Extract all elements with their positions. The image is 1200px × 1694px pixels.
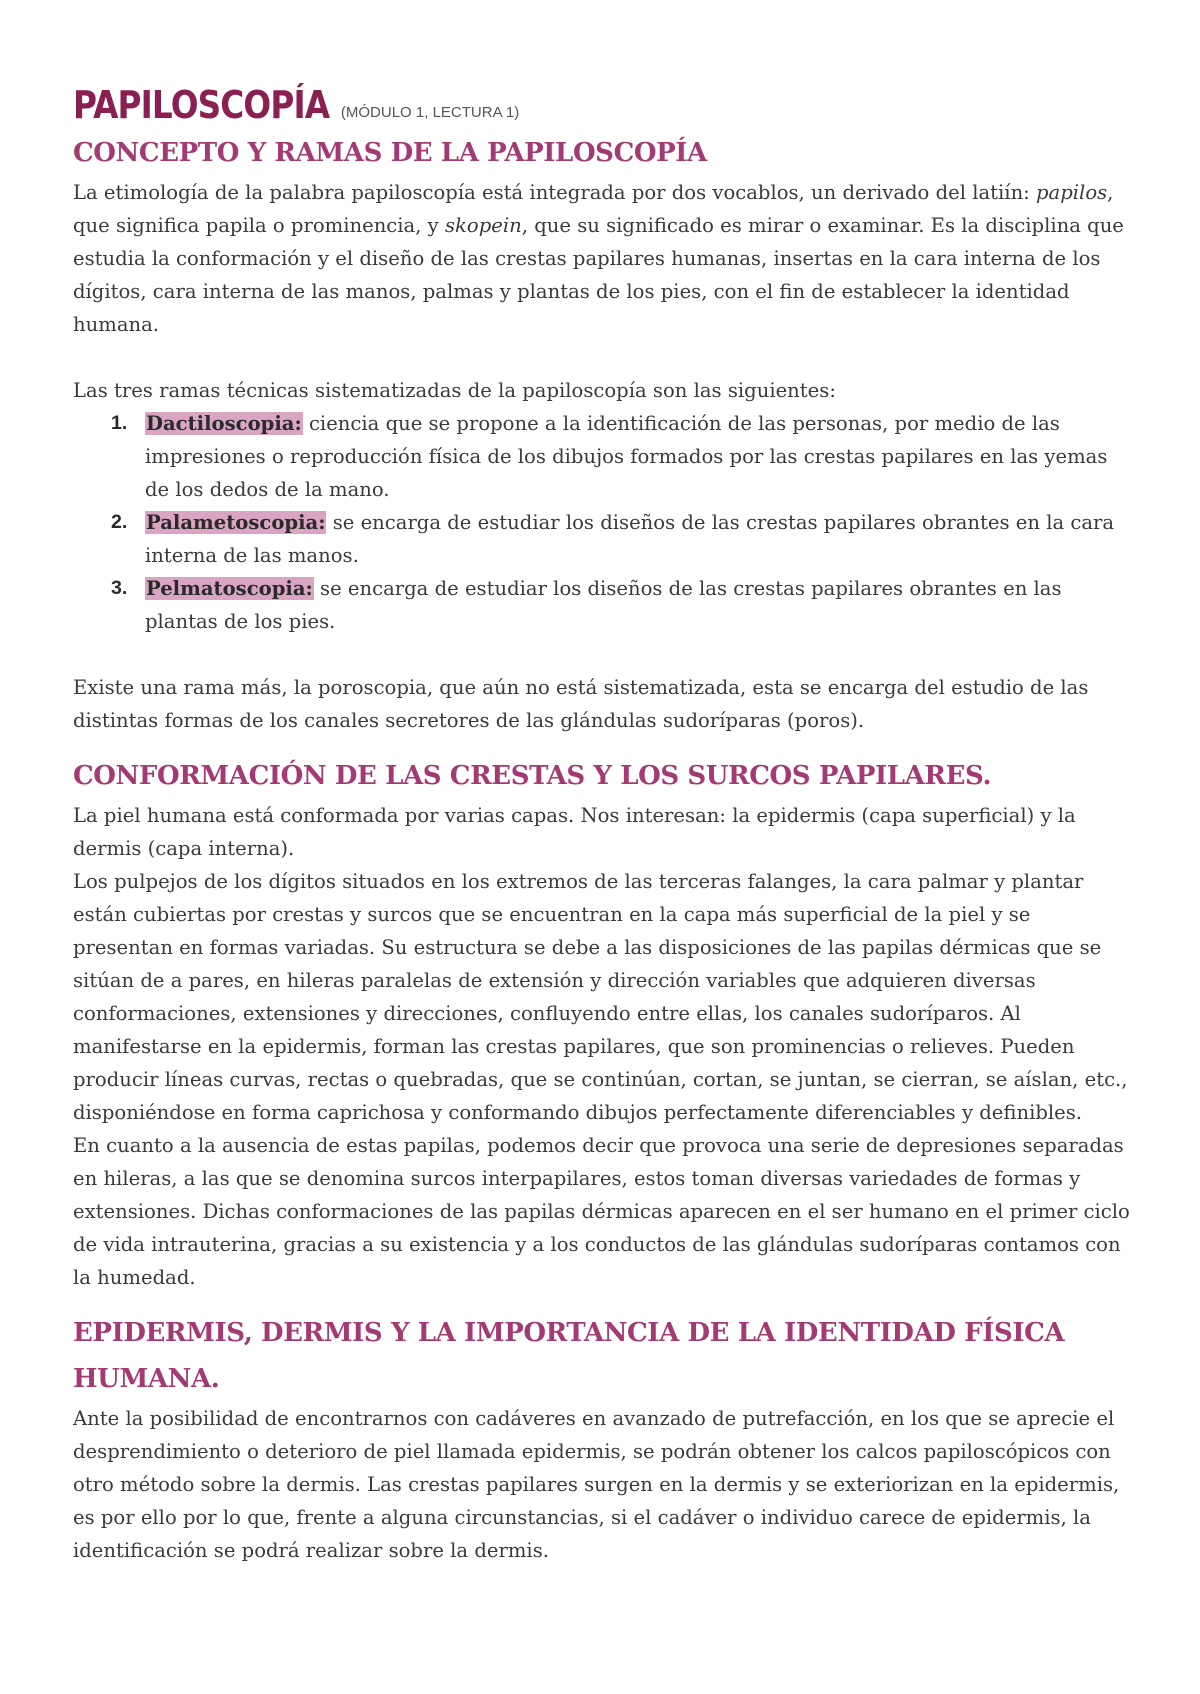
spacer — [73, 638, 1135, 671]
list-item-text: se encarga de estudiar los diseños de las crestas papilares obrantes en la cara interna de las manos. — [145, 511, 1115, 567]
branches-intro: Las tres ramas técnicas sistematizadas de la papiloscopía son las siguientes: — [73, 379, 836, 402]
document-subtitle: (MÓDULO 1, LECTURA 1) — [340, 104, 520, 121]
document-title: PAPILOSCOPÍA — [73, 83, 330, 127]
spacer — [73, 341, 1135, 374]
body-paragraph: En cuanto a la ausencia de estas papilas, podemos decir que provoca una serie de depresiones separadas en hileras, a las que se denomina surcos interpapilares, estos toman diversas variedades de formas y extensiones. Dichas conformaciones de las papilas dérmicas aparecen en el ser humano en el primer ciclo de vida intrauterina, gracias a su existencia y a los conductos de las glándulas sudoríparas contamos con la humedad. — [73, 1134, 1130, 1289]
section-heading-epidermis: EPIDERMIS, DERMIS Y LA IMPORTANCIA DE LA IDENTIDAD FÍSICA HUMANA. — [73, 1318, 1065, 1394]
body-paragraph: La piel humana está conformada por varias capas. Nos interesan: la epidermis (capa superficial) y la dermis (capa interna). — [73, 804, 1076, 860]
list-number: 2. — [111, 511, 128, 533]
body-paragraph: Los pulpejos de los dígitos situados en los extremos de las terceras falanges, la cara palmar y plantar están cubiertas por crestas y surcos que se encuentran en la capa más superficial de la piel y se presentan en formas variadas. Su estructura se debe a las disposiciones de las papilas dérmicas que se sitúan de a pares, en hileras paralelas de extensión y dirección variables que adquieren diversas conformaciones, extensiones y direcciones, confluyendo entre ellas, los canales sudoríparos. Al manifestarse en la epidermis, forman las crestas papilares, que son prominencias o relieves. Pueden producir líneas curvas, rectas o quebradas, que se continúan, cortan, se juntan, se cierran, se aíslan, etc., disponiéndose en forma caprichosa y conformando dibujos perfectamente diferenciables y definibles. — [73, 870, 1128, 1124]
section-heading-concepto: CONCEPTO Y RAMAS DE LA PAPILOSCOPÍA — [73, 138, 707, 168]
term-skopein: skopein — [445, 214, 522, 237]
body-paragraph: Ante la posibilidad de encontrarnos con cadáveres en avanzado de putrefacción, en los que se aprecie el desprendimiento o deterioro de piel llamada epidermis, se podrán obtener los calcos papiloscópicos con otro método sobre la dermis. Las crestas papilares surgen en la dermis y se exteriorizan en la epidermis, es por ello por lo que, frente a alguna circunstancias, si el cadáver o individuo carece de epidermis, la identificación se podrá realizar sobre la dermis. — [73, 1407, 1120, 1562]
branches-list — [73, 407, 1135, 638]
list-item — [73, 407, 1135, 506]
list-item — [73, 572, 1135, 638]
intro-paragraph: La etimología de la palabra papiloscopía está integrada por dos vocablos, un derivado del latiín: papilos, que significa papila o prominencia, y skopein, que su significado es mirar o examinar. Es la disciplina que estudia la conformación y el diseño de las crestas papilares humanas, insertas en la cara interna de los dígitos, cara interna de las manos, palmas y plantas de los pies, con el fin de establecer la identidad humana. — [73, 181, 1124, 336]
list-item-text: se encarga de estudiar los diseños de las crestas papilares obrantes en las plantas de los pies. — [145, 577, 1062, 633]
list-number: 3. — [111, 577, 128, 599]
list-number: 1. — [111, 412, 128, 434]
poroscopia-paragraph: Existe una rama más, la poroscopia, que aún no está sistematizada, esta se encarga del estudio de las distintas formas de los canales secretores de las glándulas sudoríparas (poros). — [73, 676, 1089, 732]
list-item — [73, 506, 1135, 572]
highlighted-term: Pelmatoscopia: — [146, 577, 313, 600]
list-item-text: ciencia que se propone a la identificación de las personas, por medio de las impresiones o reproducción física de los dibujos formados por las crestas papilares en las yemas de los dedos de la mano. — [145, 412, 1108, 501]
term-papilos: papilos — [1036, 181, 1108, 204]
highlighted-term: Palametoscopia: — [146, 511, 326, 534]
highlighted-term: Dactiloscopia: — [146, 412, 302, 435]
title-row — [73, 78, 1135, 128]
document-page — [73, 78, 1135, 1567]
section-heading-conformacion: CONFORMACIÓN DE LAS CRESTAS Y LOS SURCOS PAPILARES. — [73, 761, 992, 791]
